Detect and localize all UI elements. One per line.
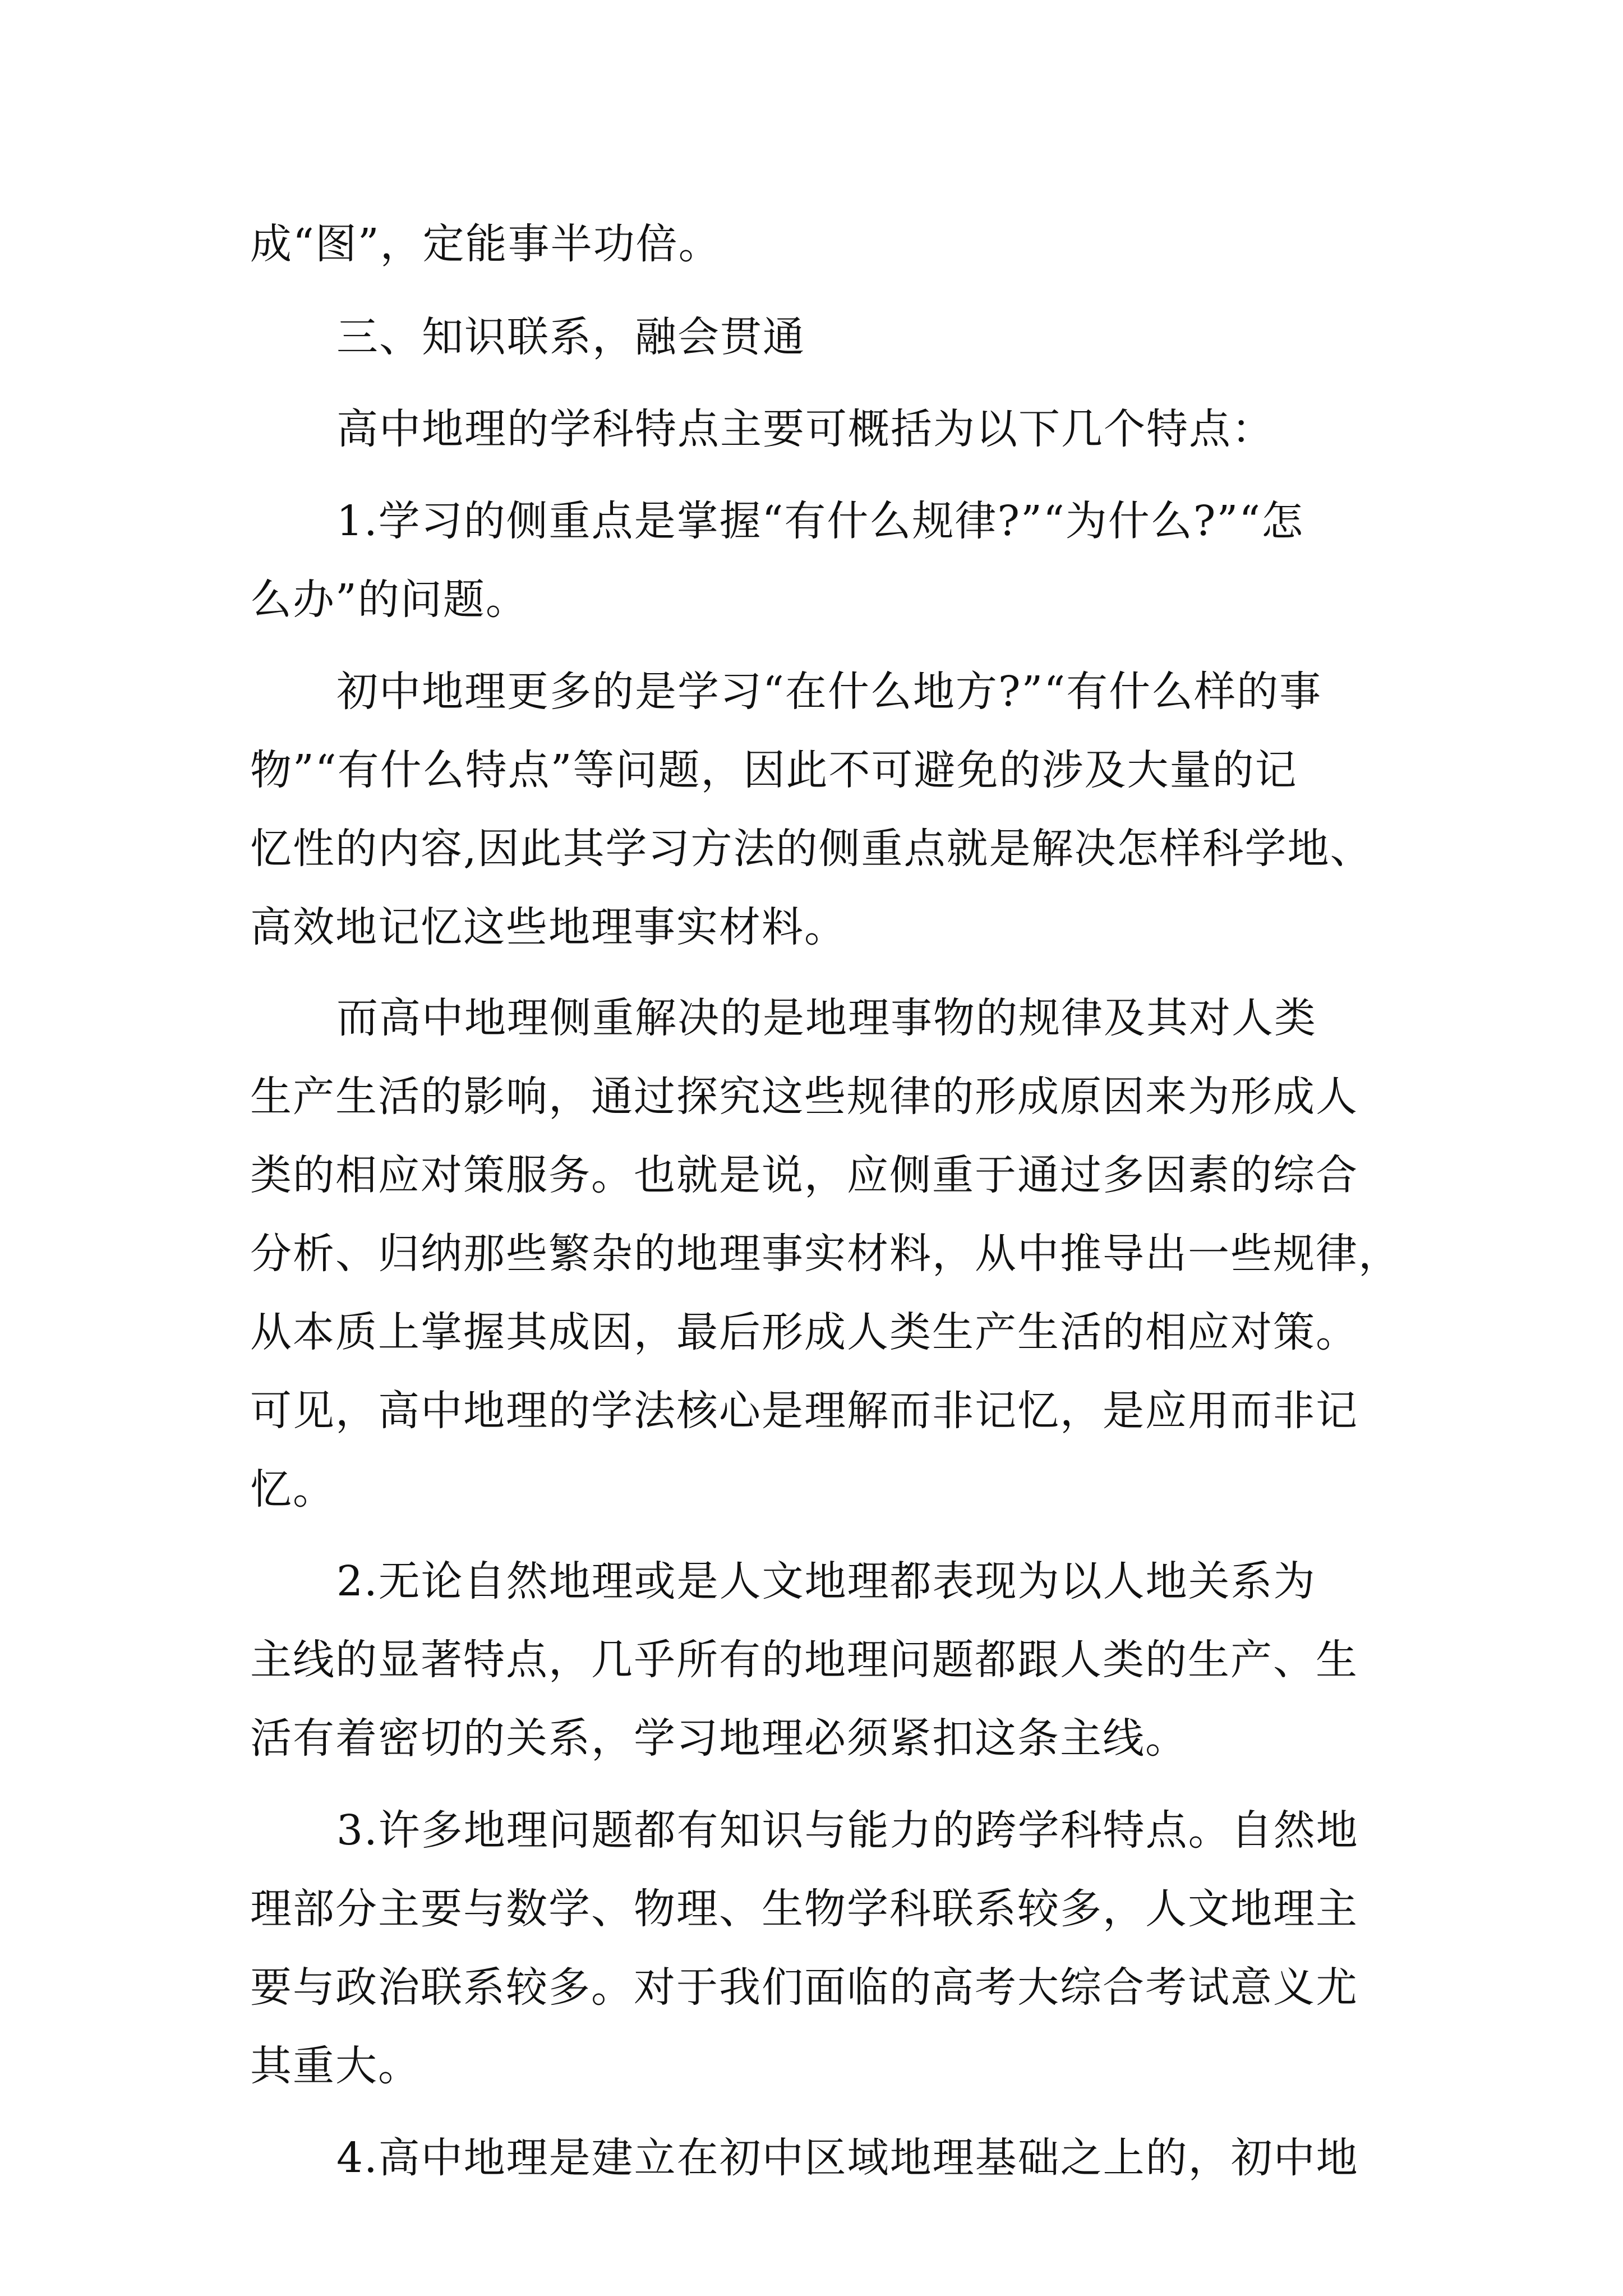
text-line: 4.高中地理是建立在初中区域地理基础之上的，初中地 (336, 2134, 1359, 2182)
text-line: 其重大。 (250, 2042, 421, 2090)
section-heading: 三、知识联系，融会贯通 (336, 313, 805, 361)
text-line: 活有着密切的关系，学习地理必须紧扣这条主线。 (250, 1714, 1188, 1763)
text-line: 主线的显著特点，几乎所有的地理问题都跟人类的生产、生 (250, 1636, 1358, 1684)
text-line: 理部分主要与数学、物理、生物学科联系较多，人文地理主 (250, 1885, 1358, 1933)
text-line: 初中地理更多的是学习“在什么地方?”“有什么样的事 (336, 668, 1322, 716)
text-line: 忆。 (250, 1465, 335, 1513)
text-line: 忆性的内容,因此其学习方法的侧重点就是解决怎样科学地、 (250, 825, 1373, 873)
text-line: 而高中地理侧重解决的是地理事物的规律及其对人类 (336, 994, 1317, 1042)
text-line: 物”“有什么特点”等问题，因此不可避免的涉及大量的记 (250, 746, 1298, 794)
text-line: 么办”的问题。 (250, 576, 528, 624)
text-line: 成“图”，定能事半功倍。 (250, 220, 721, 268)
text-line: 2.无论自然地理或是人文地理都表现为以人地关系为 (336, 1557, 1316, 1605)
text-line: 3.许多地理问题都有知识与能力的跨学科特点。自然地 (336, 1806, 1359, 1855)
text-line: 高中地理的学科特点主要可概括为以下几个特点： (336, 405, 1274, 453)
text-line: 要与政治联系较多。对于我们面临的高考大综合考试意义尤 (250, 1963, 1358, 2012)
text-line: 类的相应对策服务。也就是说，应侧重于通过多因素的综合 (250, 1151, 1358, 1199)
text-line: 1.学习的侧重点是掌握“有什么规律?”“为什么?”“怎 (336, 497, 1304, 545)
text-line: 从本质上掌握其成因，最后形成人类生产生活的相应对策。 (250, 1308, 1358, 1356)
text-line: 高效地记忆这些地理事实材料。 (250, 903, 847, 951)
text-line: 分析、归纳那些繁杂的地理事实材料，从中推导出一些规律， (250, 1230, 1401, 1278)
text-line: 可见，高中地理的学法核心是理解而非记忆，是应用而非记 (250, 1387, 1358, 1435)
text-line: 生产生活的影响，通过探究这些规律的形成原因来为形成人 (250, 1073, 1358, 1121)
